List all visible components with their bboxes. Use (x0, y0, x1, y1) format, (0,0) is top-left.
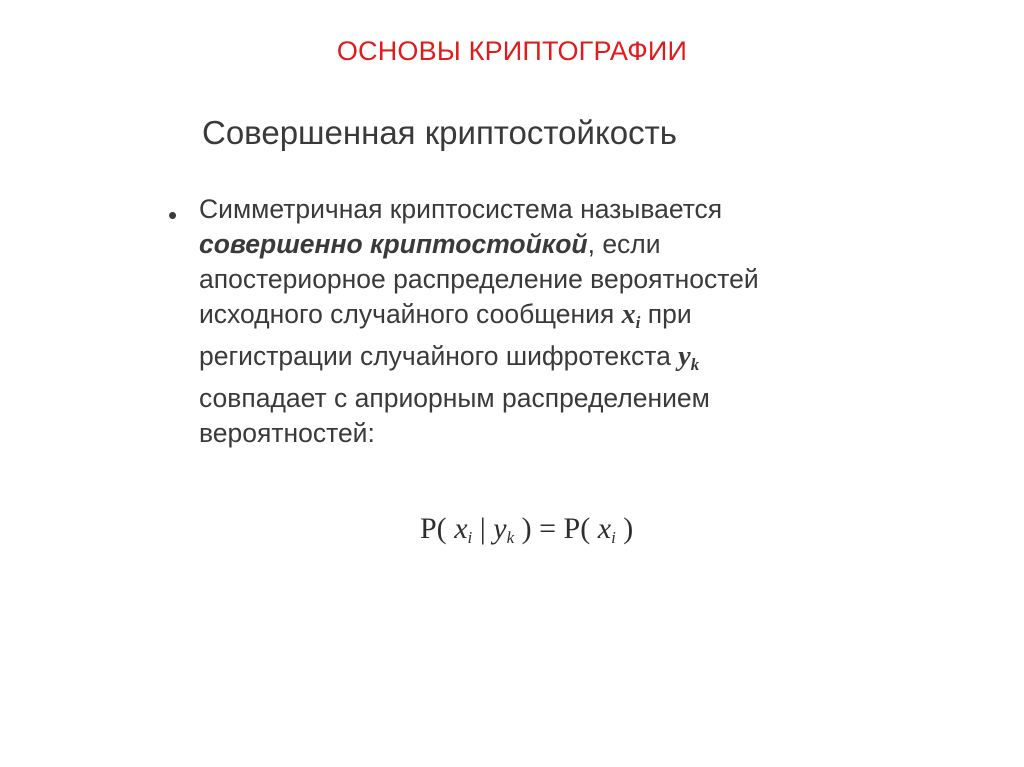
line-5-text: регистрации случайного шифротекста (199, 341, 671, 371)
line-2-rest: , если (587, 229, 661, 259)
bullet-line-7: вероятностей: (199, 418, 375, 448)
emphasized-term: совершенно криптостойкой (199, 229, 588, 259)
bullet-line-1: Симметричная криптосистема называется (199, 194, 723, 224)
bullet-line-4 (199, 299, 692, 333)
bullet-line-2 (199, 229, 661, 260)
variable-y: $y_k$ (678, 341, 700, 374)
line-4-text: исходного случайного сообщения (199, 299, 615, 329)
bullet-marker: • (168, 200, 178, 230)
bullet-line-5 (199, 341, 699, 375)
slide-title: ОСНОВЫ КРИПТОГРАФИИ (336, 36, 688, 66)
bullet-line-3: апостериорное распределение вероятностей (199, 264, 759, 294)
bullet-line-6: совпадает с априорным распределением (199, 383, 710, 413)
subheading: Совершенная криптостойкость (202, 114, 677, 151)
formula: P( $x_i$ | $y_k$ ) = P( $x_i$ ) (420, 512, 634, 547)
line-4-end: при (647, 299, 692, 329)
variable-x: $x_i$ (621, 299, 641, 332)
